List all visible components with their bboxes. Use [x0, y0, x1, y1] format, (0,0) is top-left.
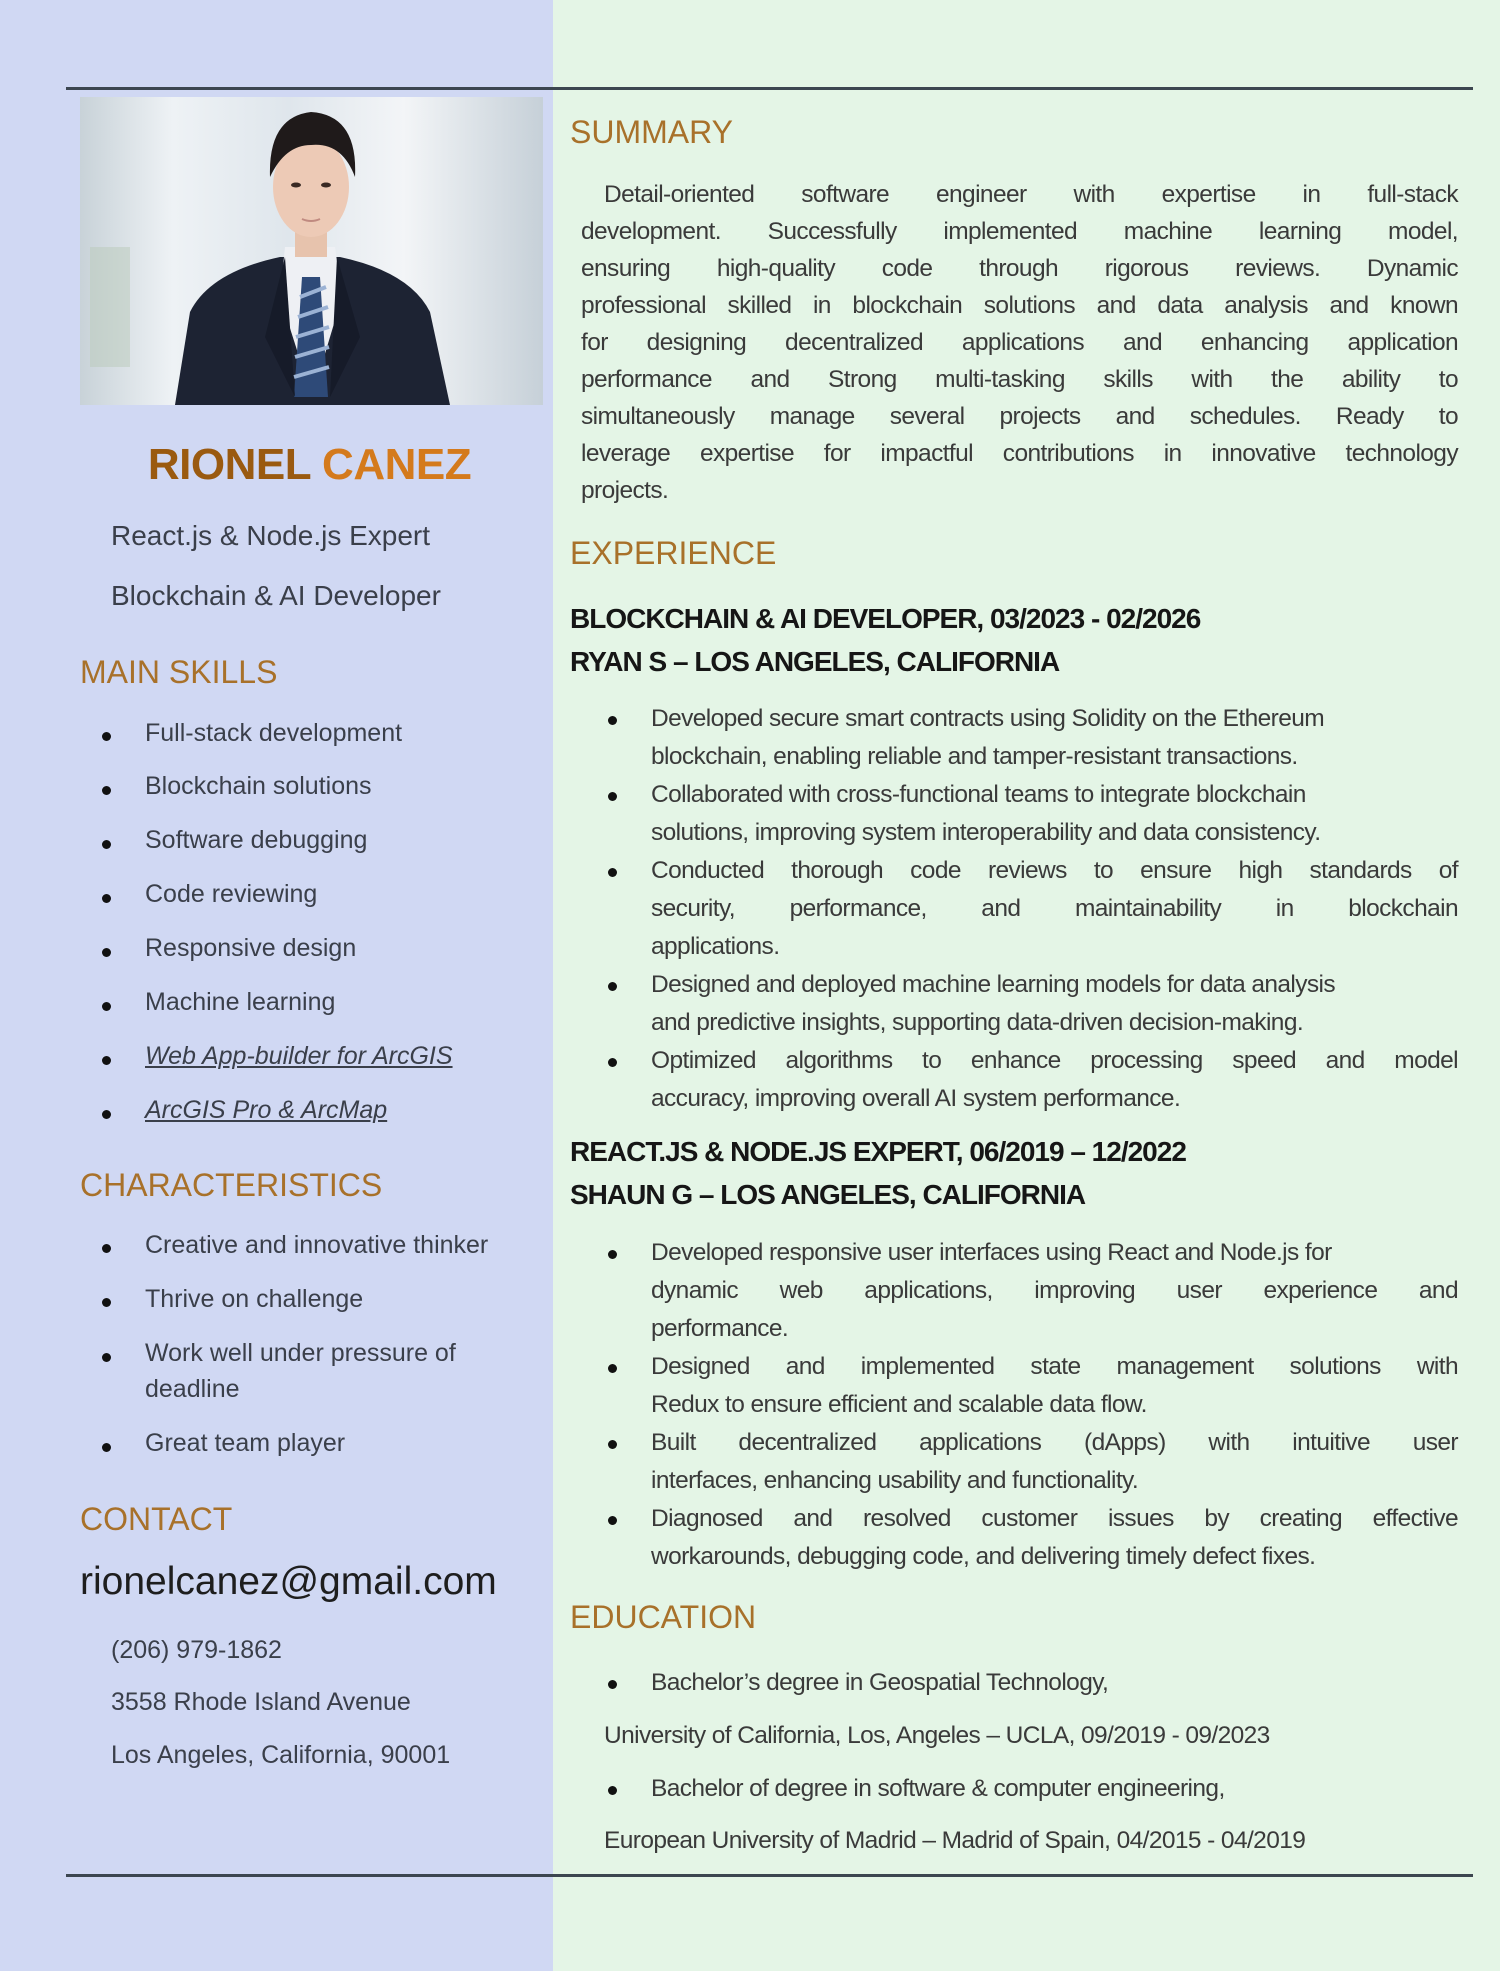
bullet-icon [608, 1250, 617, 1259]
summary-line: professional skilled in blockchain solutions and data analysis and known [581, 292, 1458, 319]
experience-bullet-line: Conducted thorough code reviews to ensure high standards of [651, 857, 1458, 884]
bullet-icon [608, 1440, 617, 1449]
bullet-icon [608, 1680, 617, 1689]
bullet-icon [102, 894, 111, 903]
profile-photo [80, 97, 543, 405]
job-title: REACT.JS & NODE.JS EXPERT, 06/2019 – 12/2022 [570, 1136, 1186, 1167]
bottom-divider [66, 1874, 1473, 1877]
job-title-1: React.js & Node.js Expert [111, 520, 431, 551]
experience-bullet-line: Optimized algorithms to enhance processing speed and model [651, 1047, 1458, 1074]
address-line-1: 3558 Rhode Island Avenue [111, 1688, 411, 1716]
experience-bullet-line: interfaces, enhancing usability and functionality. [651, 1467, 1139, 1494]
summary-line: for designing decentralized applications and enhancing application [581, 329, 1458, 356]
job-title-2: Blockchain & AI Developer [111, 580, 441, 611]
bullet-icon [102, 948, 111, 957]
skill-link-arcgis-pro[interactable]: ArcGIS Pro & ArcMap [145, 1096, 388, 1124]
bullet-icon [102, 1056, 111, 1065]
bullet-icon [102, 786, 111, 795]
contact-heading: CONTACT [80, 1501, 233, 1537]
bullet-icon [608, 792, 617, 801]
experience-bullet-line: Developed secure smart contracts using Solidity on the Ethereum [651, 705, 1325, 732]
summary-line: ensuring high-quality code through rigorous reviews. Dynamic [581, 255, 1458, 282]
skill-item: Blockchain solutions [145, 772, 372, 800]
summary-heading: SUMMARY [570, 114, 733, 150]
bullet-icon [102, 1110, 111, 1119]
education-school: European University of Madrid – Madrid of Spain, 04/2015 - 04/2019 [604, 1827, 1306, 1854]
job-company: SHAUN G – LOS ANGELES, CALIFORNIA [570, 1179, 1086, 1210]
summary-line: performance and Strong multi-tasking skills with the ability to [581, 366, 1458, 393]
experience-bullet-line: applications. [651, 933, 780, 960]
skill-item: Code reviewing [145, 880, 318, 908]
experience-bullet-line: blockchain, enabling reliable and tamper-resistant transactions. [651, 743, 1298, 770]
education-school: University of California, Los, Angeles – UCLA, 09/2019 - 09/2023 [604, 1722, 1270, 1749]
bullet-icon [608, 1516, 617, 1525]
address-line-2: Los Angeles, California, 90001 [111, 1741, 451, 1769]
summary-line: development. Successfully implemented machine learning model, [581, 218, 1458, 245]
first-name: RIONEL [147, 440, 311, 489]
experience-bullet-line: Diagnosed and resolved customer issues by creating effective [651, 1505, 1458, 1532]
characteristic-item: Thrive on challenge [145, 1285, 364, 1313]
summary-line: projects. [581, 477, 669, 504]
candidate-name [66, 440, 553, 490]
skill-item: Responsive design [145, 934, 357, 962]
experience-bullet-line: security, performance, and maintainability in blockchain [651, 895, 1458, 922]
bullet-icon [608, 1364, 617, 1373]
experience-bullet-line: workarounds, debugging code, and delivering timely defect fixes. [651, 1543, 1316, 1570]
summary-line: leverage expertise for impactful contributions in innovative technology [581, 440, 1458, 467]
experience-heading: EXPERIENCE [570, 535, 777, 571]
experience-bullet-line: Designed and implemented state management solutions with [651, 1353, 1458, 1380]
bullet-icon [102, 1353, 111, 1362]
skill-item: Machine learning [145, 988, 336, 1016]
experience-bullet-line: Developed responsive user interfaces using React and Node.js for [651, 1239, 1332, 1266]
skill-link-web-app-builder[interactable]: Web App-builder for ArcGIS [145, 1042, 453, 1070]
experience-bullet-line: solutions, improving system interoperability and data consistency. [651, 819, 1321, 846]
experience-bullet-line: Collaborated with cross-functional teams to integrate blockchain [651, 781, 1306, 808]
bullet-icon [102, 840, 111, 849]
phone-number: (206) 979-1862 [111, 1636, 282, 1664]
bullet-icon [102, 1298, 111, 1307]
characteristic-item-continued: deadline [145, 1375, 240, 1403]
bullet-icon [102, 732, 111, 741]
education-degree: Bachelor of degree in software & computer engineering, [651, 1775, 1225, 1802]
bullet-icon [608, 716, 617, 725]
last-name: CANEZ [322, 440, 472, 489]
experience-bullet-line: and predictive insights, supporting data-driven decision-making. [651, 1009, 1304, 1036]
job-title: BLOCKCHAIN & AI DEVELOPER, 03/2023 - 02/2026 [570, 603, 1201, 634]
characteristics-heading: CHARACTERISTICS [80, 1167, 383, 1203]
characteristic-item: Creative and innovative thinker [145, 1231, 489, 1259]
experience-bullet-line: Built decentralized applications (dApps) with intuitive user [651, 1429, 1458, 1456]
experience-bullet-line: dynamic web applications, improving user experience and [651, 1277, 1458, 1304]
email-link[interactable]: rionelcanez@gmail.com [80, 1560, 497, 1603]
education-degree: Bachelor’s degree in Geospatial Technology, [651, 1669, 1109, 1696]
skill-item: Software debugging [145, 826, 368, 854]
bullet-icon [608, 982, 617, 991]
bullet-icon [102, 1244, 111, 1253]
experience-bullet-line: performance. [651, 1315, 789, 1342]
bullet-icon [608, 868, 617, 877]
summary-line: Detail-oriented software engineer with expertise in full-stack [604, 181, 1458, 208]
experience-bullet-line: Redux to ensure efficient and scalable data flow. [651, 1391, 1147, 1418]
bullet-icon [608, 1786, 617, 1795]
bullet-icon [608, 1058, 617, 1067]
bullet-icon [102, 1443, 111, 1452]
characteristic-item: Work well under pressure of [145, 1339, 456, 1367]
job-company: RYAN S – LOS ANGELES, CALIFORNIA [570, 646, 1060, 677]
skill-item: Full-stack development [145, 719, 403, 747]
experience-bullet-line: accuracy, improving overall AI system performance. [651, 1085, 1181, 1112]
characteristic-item: Great team player [145, 1429, 346, 1457]
summary-line: simultaneously manage several projects and schedules. Ready to [581, 403, 1458, 430]
bullet-icon [102, 1002, 111, 1011]
top-divider [66, 87, 1473, 90]
experience-bullet-line: Designed and deployed machine learning models for data analysis [651, 971, 1336, 998]
education-heading: EDUCATION [570, 1599, 757, 1635]
main-skills-heading: MAIN SKILLS [80, 654, 278, 690]
